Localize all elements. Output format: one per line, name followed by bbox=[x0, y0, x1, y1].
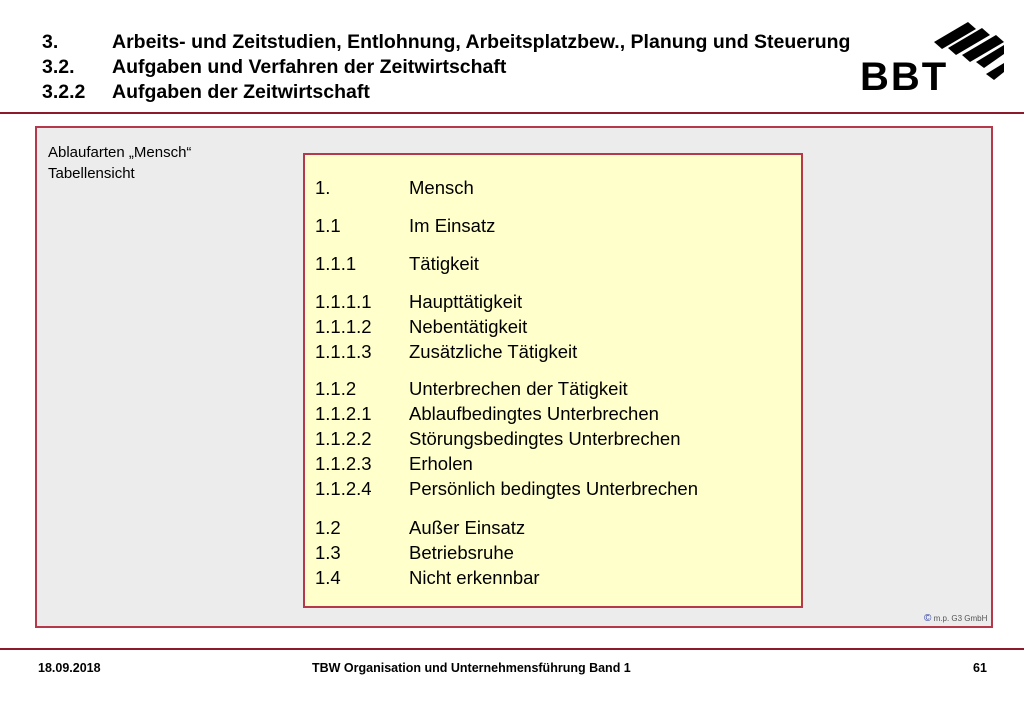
row-label: Nebentätigkeit bbox=[409, 316, 528, 337]
row-number: 1.1.2.3 bbox=[315, 453, 372, 474]
table-row bbox=[315, 565, 540, 590]
row-label: Tätigkeit bbox=[409, 253, 479, 274]
section-number: 3. bbox=[42, 31, 59, 53]
table-row bbox=[315, 339, 577, 364]
row-number: 1.4 bbox=[315, 567, 341, 588]
table-row bbox=[315, 401, 698, 426]
slide-header bbox=[42, 30, 850, 105]
row-label: Haupttätigkeit bbox=[409, 291, 523, 312]
footer-date: 18.09.2018 bbox=[38, 661, 101, 675]
table-row bbox=[315, 451, 698, 476]
table-row bbox=[315, 289, 577, 314]
table-row bbox=[315, 515, 540, 540]
row-number: 1.1 bbox=[315, 215, 341, 236]
row-label: Nicht erkennbar bbox=[409, 567, 540, 588]
copyright-text: m.p. G3 GmbH bbox=[933, 614, 988, 623]
row-label: Störungsbedingtes Unterbrechen bbox=[409, 428, 681, 449]
table-group bbox=[315, 251, 479, 276]
row-number: 1.1.2.2 bbox=[315, 428, 372, 449]
row-number: 1.2 bbox=[315, 517, 341, 538]
row-label: Betriebsruhe bbox=[409, 542, 514, 563]
table-row bbox=[315, 476, 698, 501]
logo-text: BBT bbox=[860, 55, 949, 94]
header-divider bbox=[0, 112, 1024, 114]
section-title: Aufgaben und Verfahren der Zeitwirtschaft bbox=[112, 56, 507, 78]
table-group bbox=[315, 515, 540, 590]
section-title: Arbeits- und Zeitstudien, Entlohnung, Arbeitsplatzbew., Planung und Steuerung bbox=[112, 31, 851, 53]
table-row bbox=[315, 213, 495, 238]
row-number: 1.1.1 bbox=[315, 253, 357, 274]
header-line-2 bbox=[42, 55, 850, 80]
table-row bbox=[315, 175, 474, 200]
row-number: 1.1.1.1 bbox=[315, 291, 372, 312]
footer-divider bbox=[0, 648, 1024, 650]
footer-title: TBW Organisation und Unternehmensführung Band 1 bbox=[312, 661, 631, 675]
table-row bbox=[315, 251, 479, 276]
row-label: Mensch bbox=[409, 177, 474, 198]
row-number: 1.3 bbox=[315, 542, 341, 563]
bbt-logo bbox=[858, 22, 1004, 94]
row-label: Persönlich bedingtes Unterbrechen bbox=[409, 478, 698, 499]
table-row bbox=[315, 376, 698, 401]
copyright-symbol: © bbox=[924, 613, 932, 624]
row-label: Ablaufbedingtes Unterbrechen bbox=[409, 403, 659, 424]
row-label: Erholen bbox=[409, 453, 473, 474]
section-number: 3.2.2 bbox=[42, 81, 86, 103]
row-label: Zusätzliche Tätigkeit bbox=[409, 341, 578, 362]
table-row bbox=[315, 314, 577, 339]
table-group bbox=[315, 289, 577, 364]
classification-table bbox=[303, 153, 803, 608]
panel-caption bbox=[48, 142, 191, 184]
row-label: Außer Einsatz bbox=[409, 517, 526, 538]
row-number: 1.1.1.2 bbox=[315, 316, 372, 337]
header-line-3 bbox=[42, 80, 850, 105]
row-number: 1.1.2.4 bbox=[315, 478, 372, 499]
header-line-1 bbox=[42, 30, 850, 55]
table-group bbox=[315, 213, 495, 238]
row-number: 1.1.2.1 bbox=[315, 403, 372, 424]
caption-line: Ablaufarten „Mensch“ bbox=[48, 144, 192, 161]
row-label: Im Einsatz bbox=[409, 215, 496, 236]
caption-line: Tabellensicht bbox=[48, 165, 135, 182]
table-group bbox=[315, 376, 698, 501]
page-number: 61 bbox=[973, 661, 987, 675]
section-title: Aufgaben der Zeitwirtschaft bbox=[112, 81, 370, 103]
section-number: 3.2. bbox=[42, 56, 75, 78]
copyright-note bbox=[924, 613, 987, 624]
row-number: 1.1.2 bbox=[315, 378, 357, 399]
table-row bbox=[315, 426, 698, 451]
table-row bbox=[315, 540, 540, 565]
row-number: 1.1.1.3 bbox=[315, 341, 372, 362]
row-label: Unterbrechen der Tätigkeit bbox=[409, 378, 628, 399]
row-number: 1. bbox=[315, 177, 331, 198]
table-group bbox=[315, 175, 474, 200]
